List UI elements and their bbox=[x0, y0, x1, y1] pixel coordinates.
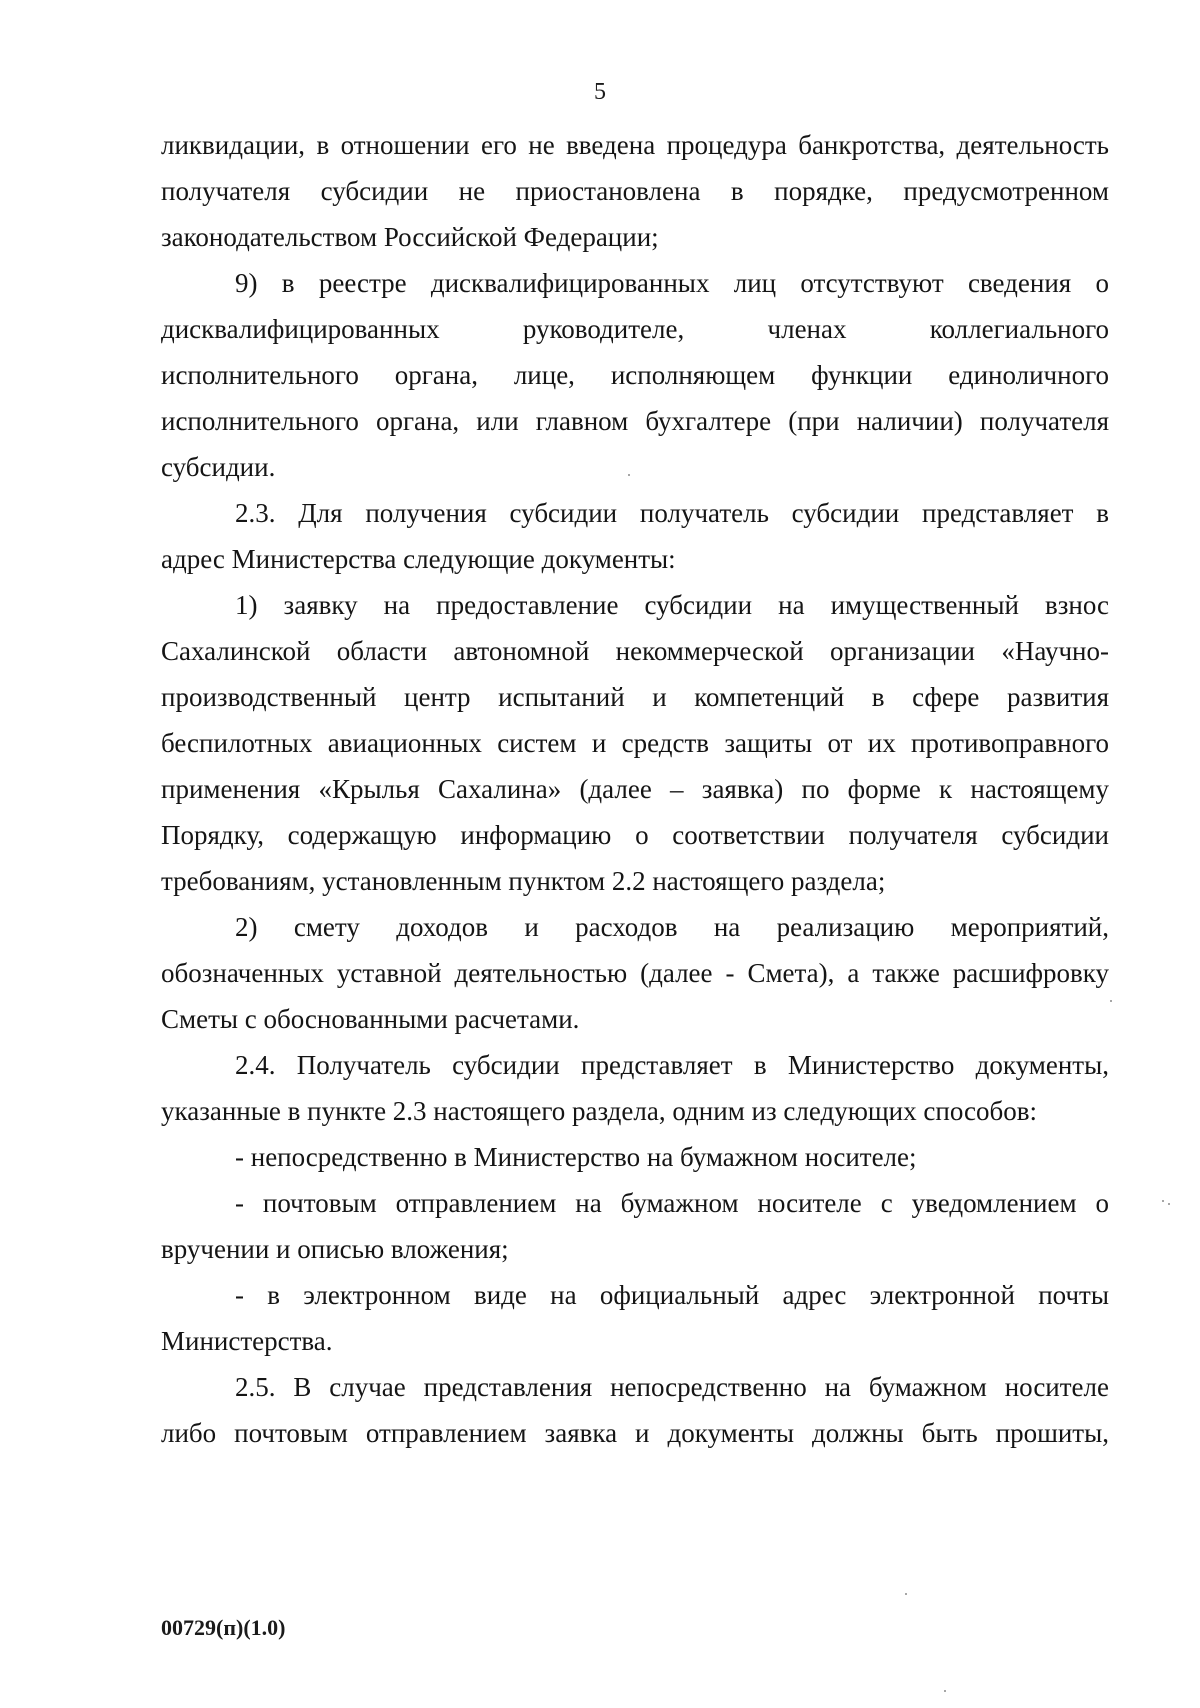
text-line: субсидии. bbox=[161, 452, 276, 482]
text-line: Министерства. bbox=[161, 1326, 333, 1356]
text-line: 9) в реестре дисквалифицированных лиц отсутствуют сведения о bbox=[235, 268, 1109, 298]
text-line: адрес Министерства следующие документы: bbox=[161, 544, 676, 574]
text-line: 2) смету доходов и расходов на реализацию мероприятий, bbox=[235, 912, 1109, 942]
text-line: обозначенных уставной деятельностью (далее - Смета), а также расшифровку bbox=[161, 958, 1109, 988]
scan-speck bbox=[628, 474, 630, 476]
scan-speck bbox=[1162, 1200, 1164, 1202]
text-line: либо почтовым отправлением заявка и документы должны быть прошиты, bbox=[161, 1418, 1109, 1448]
text-line: - в электронном виде на официальный адрес электронной почты bbox=[235, 1280, 1109, 1310]
text-line: 2.4. Получатель субсидии представляет в Министерство документы, bbox=[235, 1050, 1109, 1080]
text-line: получателя субсидии не приостановлена в порядке, предусмотренном bbox=[161, 176, 1109, 206]
text-line: - непосредственно в Министерство на бумажном носителе; bbox=[235, 1142, 917, 1172]
text-line: указанные в пункте 2.3 настоящего раздела, одним из следующих способов: bbox=[161, 1096, 1037, 1126]
text-line: дисквалифицированных руководителе, членах коллегиального bbox=[161, 314, 1109, 344]
text-line: Порядку, содержащую информацию о соответствии получателя субсидии bbox=[161, 820, 1109, 850]
text-line: исполнительного органа, лице, исполняющем функции единоличного bbox=[161, 360, 1109, 390]
text-line: ликвидации, в отношении его не введена процедура банкротства, деятельность bbox=[161, 130, 1109, 160]
scan-speck bbox=[905, 1593, 907, 1595]
text-line: беспилотных авиационных систем и средств защиты от их противоправного bbox=[161, 728, 1109, 758]
document-code: 00729(п)(1.0) bbox=[161, 1615, 286, 1640]
text-line: Сахалинской области автономной некоммерческой организации «Научно- bbox=[161, 636, 1109, 666]
text-line: Сметы с обоснованными расчетами. bbox=[161, 1004, 580, 1034]
scan-speck bbox=[944, 1690, 946, 1692]
text-line: вручении и описью вложения; bbox=[161, 1234, 509, 1264]
text-line: 1) заявку на предоставление субсидии на имущественный взнос bbox=[235, 590, 1109, 620]
text-line: 2.3. Для получения субсидии получатель субсидии представляет в bbox=[235, 498, 1109, 528]
text-line: исполнительного органа, или главном бухгалтере (при наличии) получателя bbox=[161, 406, 1109, 436]
text-line: требованиям, установленным пунктом 2.2 настоящего раздела; bbox=[161, 866, 886, 896]
scan-speck bbox=[1110, 1000, 1112, 1002]
text-line: - почтовым отправлением на бумажном носителе с уведомлением о bbox=[235, 1188, 1109, 1218]
text-line: законодательством Российской Федерации; bbox=[161, 222, 659, 252]
page-number: 5 bbox=[594, 79, 606, 105]
text-line: производственный центр испытаний и компетенций в сфере развития bbox=[161, 682, 1109, 712]
scan-speck bbox=[1168, 1203, 1170, 1205]
text-line: применения «Крылья Сахалина» (далее – заявка) по форме к настоящему bbox=[161, 774, 1109, 804]
text-line: 2.5. В случае представления непосредственно на бумажном носителе bbox=[235, 1372, 1109, 1402]
